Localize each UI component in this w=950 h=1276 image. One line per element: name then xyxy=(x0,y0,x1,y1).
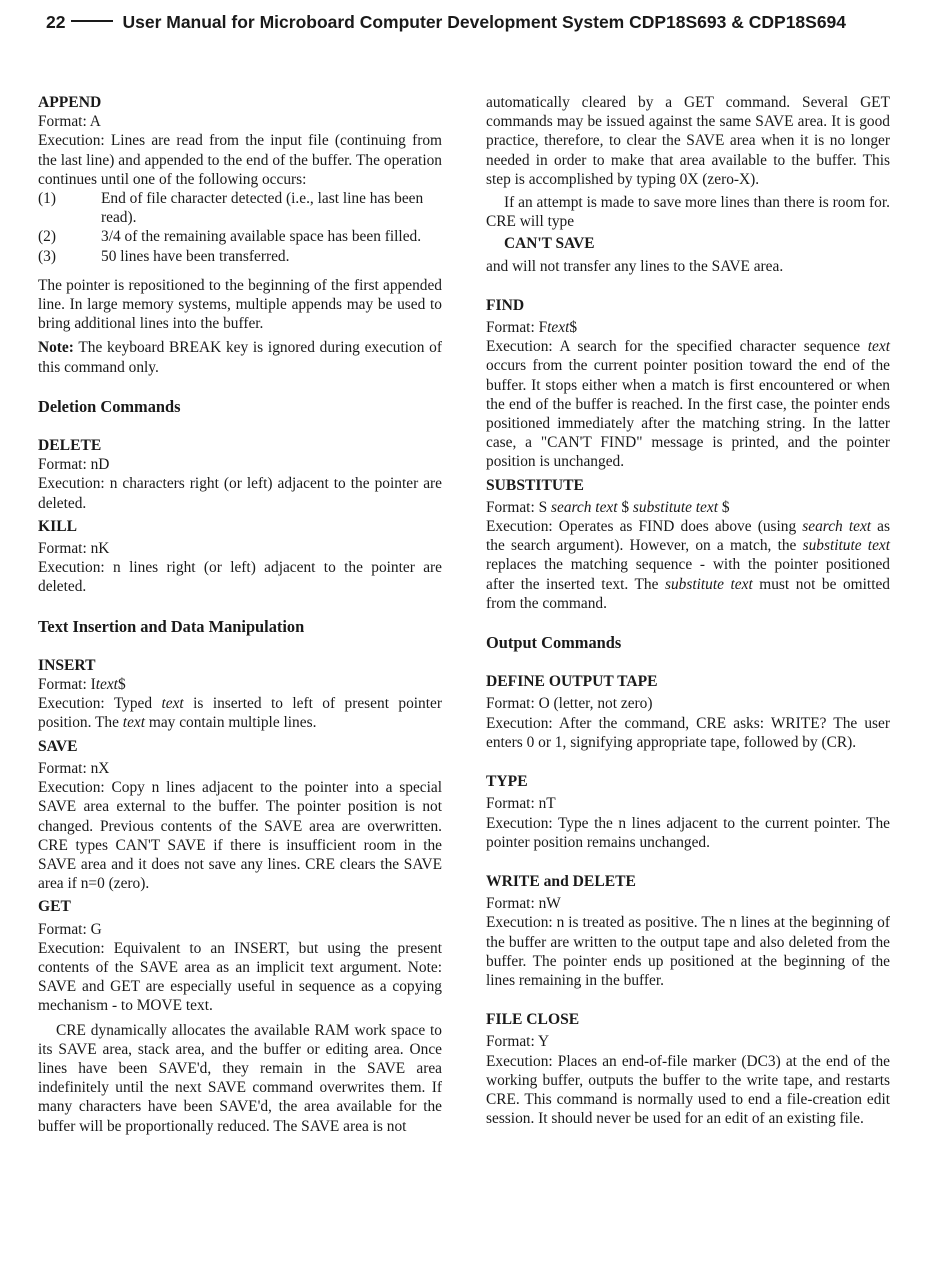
right-column xyxy=(486,93,890,1128)
cant-save-message: CAN'T SAVE xyxy=(504,235,595,253)
save-format: Format: nX xyxy=(38,759,110,777)
output-commands-heading: Output Commands xyxy=(486,633,622,653)
save-continuation-paragraph: automatically cleared by a GET command. Several GET commands may be issued against the same SAVE area. It is good practice, therefore, to clear the SAVE area when it is no longer needed in order to make that area available to the buffer. This step is accomplished by typing 0X (zero-X). xyxy=(486,94,890,188)
define-output-tape-format: Format: O (letter, not zero) xyxy=(486,695,653,713)
insert-execution: Execution: Typed text is inserted to left of present pointer position. The text may contain multiple lines. xyxy=(38,695,442,732)
write-and-delete-format: Format: nW xyxy=(486,895,561,913)
kill-format: Format: nK xyxy=(38,540,110,558)
substitute-format: Format: S search text $ substitute text $ xyxy=(486,498,730,516)
write-and-delete-execution: Execution: n is treated as positive. The n lines at the beginning of the buffer are written to the output tape and also deleted from the buffer. The pointer ends up positioned at the beginning of the lines remaining in the buffer. xyxy=(486,914,890,989)
file-close-title: FILE CLOSE xyxy=(486,1011,580,1029)
find-title: FIND xyxy=(486,296,525,314)
find-format: Format: Ftext$ xyxy=(486,319,578,337)
save-title: SAVE xyxy=(38,737,78,755)
kill-title: KILL xyxy=(38,517,77,535)
append-execution: Execution: Lines are read from the input file (continuing from the last line) and appended to the end of the buffer. The operation continues until one of the following occurs: xyxy=(38,132,442,188)
type-title: TYPE xyxy=(486,773,528,791)
save-execution: Execution: Copy n lines adjacent to the pointer into a special SAVE area external to the buffer. The pointer position is not changed. Previous contents of the SAVE area are overwritten. CRE types CAN'T SAVE if there is insufficient room in the SAVE area and it does not save any lines. CRE clears the SAVE area if n=0 (zero). xyxy=(38,779,442,893)
delete-title: DELETE xyxy=(38,437,102,455)
deletion-commands-heading: Deletion Commands xyxy=(38,396,181,416)
kill-execution: Execution: n lines right (or left) adjacent to the pointer are deleted. xyxy=(38,559,442,596)
header-rule xyxy=(71,20,113,22)
page-header xyxy=(46,12,926,38)
write-and-delete-title: WRITE and DELETE xyxy=(486,872,636,890)
list-item: (1) End of file character detected (i.e., last line has been read). xyxy=(38,190,424,227)
get-title: GET xyxy=(38,898,71,916)
insert-format: Format: Itext$ xyxy=(38,676,126,694)
insert-title: INSERT xyxy=(38,656,96,674)
define-output-tape-execution: Execution: After the command, CRE asks: WRITE? The user enters 0 or 1, signifying appropriate tape, followed by (CR). xyxy=(486,714,890,751)
cre-allocation-paragraph: CRE dynamically allocates the available RAM work space to its SAVE area, stack area, and the buffer or editing area. Once lines have been SAVE'd, they remain in the SAVE area indefinitely until the next SAVE command overwrites them. If many characters have been SAVE'd, the area available for the buffer will be proportionally reduced. The SAVE area is not xyxy=(38,1021,442,1135)
note-label: Note: xyxy=(38,339,74,357)
list-item: (2) 3/4 of the remaining available space has been filled. xyxy=(38,228,422,246)
append-format: Format: A xyxy=(38,113,101,131)
define-output-tape-title: DEFINE OUTPUT TAPE xyxy=(486,673,658,691)
append-note: Note: The keyboard BREAK key is ignored during execution of this command only. xyxy=(38,339,442,376)
left-column xyxy=(38,93,442,1136)
manual-title: User Manual for Microboard Computer Development System CDP18S693 & CDP18S694 xyxy=(122,12,847,32)
no-transfer-paragraph: and will not transfer any lines to the SAVE area. xyxy=(486,257,784,275)
substitute-title: SUBSTITUTE xyxy=(486,476,584,494)
save-overflow-paragraph: If an attempt is made to save more lines than there is room for. CRE will type xyxy=(486,194,890,231)
page-number: 22 xyxy=(46,12,66,32)
type-execution: Execution: Type the n lines adjacent to the current pointer. The pointer position remains unchanged. xyxy=(486,814,890,851)
append-pointer-paragraph: The pointer is repositioned to the beginning of the first appended line. In large memory systems, multiple appends may be used to bring additional lines into the buffer. xyxy=(38,276,442,333)
substitute-execution: Execution: Operates as FIND does above (using search text as the search argument). However, on a match, the substitute text replaces the matching sequence - with the pointer positioned after the inserted text. The substitute text must not be omitted from the command. xyxy=(486,518,891,612)
find-execution: Execution: A search for the specified character sequence text occurs from the current pointer position toward the end of the buffer. It stops either when a match is first encountered or when the end of the buffer is reached. In the first case, the pointer ends positioned immediately after the matching string. In the latter case, a "CAN'T FIND" message is printed, and the pointer position is unchanged. xyxy=(486,338,890,471)
append-conditions-list xyxy=(38,189,442,266)
delete-execution: Execution: n characters right (or left) adjacent to the pointer are deleted. xyxy=(38,475,442,512)
file-close-execution: Execution: Places an end-of-file marker (DC3) at the end of the working buffer, outputs the buffer to the write tape, and restarts CRE. This command is normally used to end a file-creation edit session. It should never be used for an edit of an existing file. xyxy=(486,1052,890,1128)
get-format: Format: G xyxy=(38,920,102,938)
get-execution: Execution: Equivalent to an INSERT, but using the present contents of the SAVE area as an implicit text argument. Note: SAVE and GET are especially useful in sequence as a copying mechanism - to MOVE text. xyxy=(38,939,442,1015)
type-format: Format: nT xyxy=(486,795,556,813)
file-close-format: Format: Y xyxy=(486,1033,550,1051)
append-title: APPEND xyxy=(38,94,102,111)
delete-format: Format: nD xyxy=(38,456,110,474)
text-insertion-heading: Text Insertion and Data Manipulation xyxy=(38,616,305,636)
list-item: (3) 50 lines have been transferred. xyxy=(38,247,290,265)
